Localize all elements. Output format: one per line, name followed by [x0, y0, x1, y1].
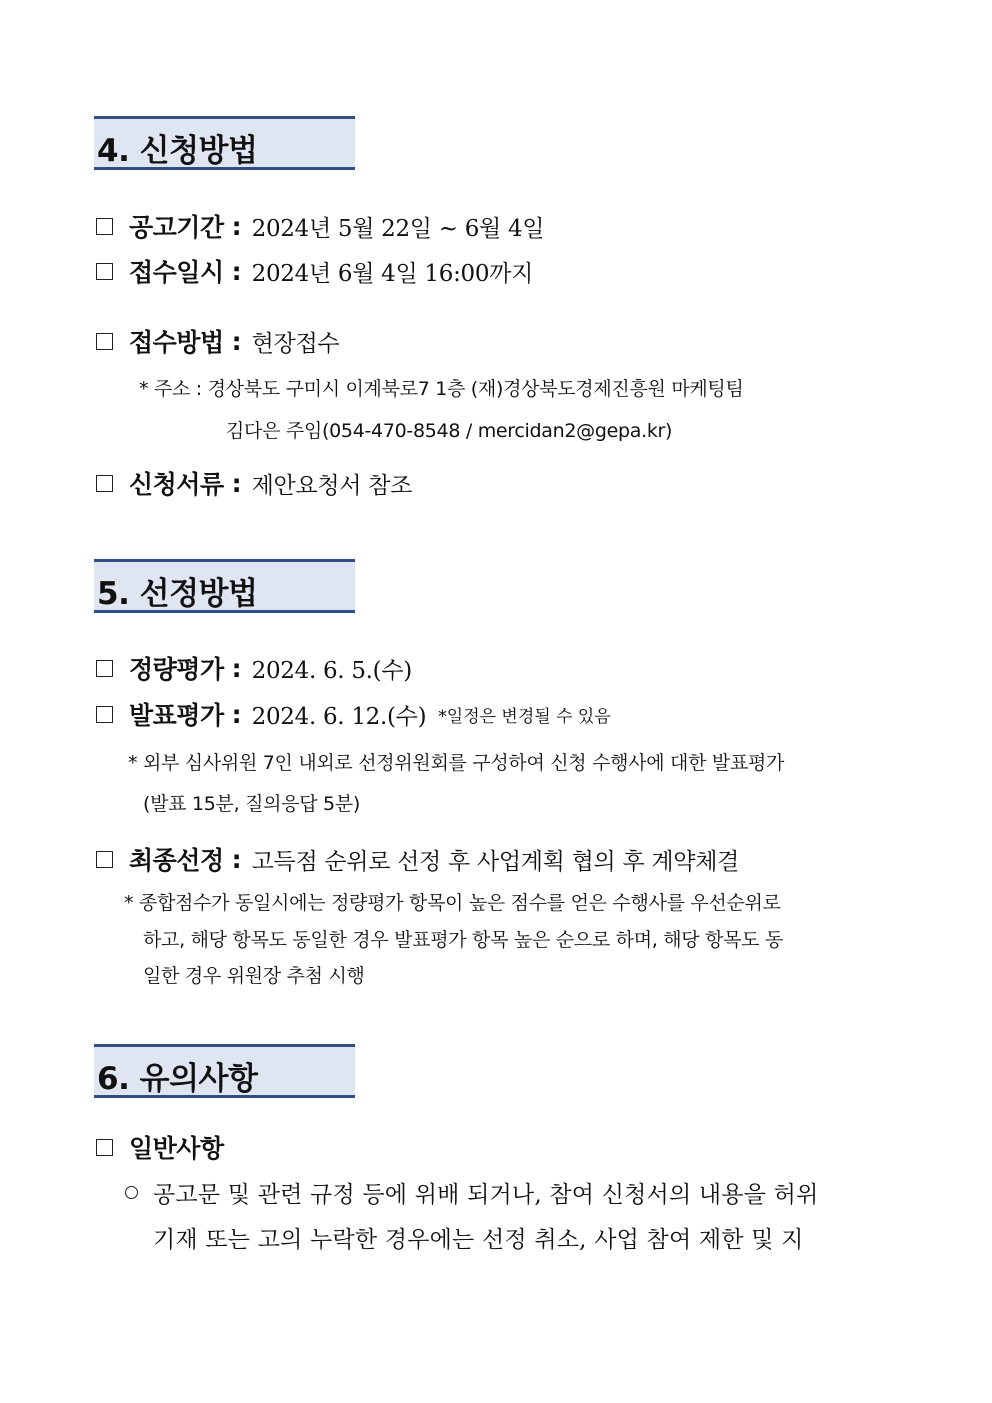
item-announcement-period: [96, 209, 544, 243]
checkbox-icon: [96, 333, 113, 350]
checkbox-icon: [96, 263, 113, 280]
section-header-5: [94, 559, 355, 613]
item-quantitative-evaluation: [96, 651, 412, 685]
item-label: 발표평가: [129, 701, 224, 730]
item-label: 정량평가: [129, 655, 224, 684]
item-value: 2024. 6. 5.(수): [251, 657, 412, 684]
bullet-text-line-2: 기재 또는 고의 누락한 경우에는 선정 취소, 사업 참여 제한 및 지: [153, 1227, 804, 1253]
item-label: 신청서류: [129, 470, 224, 499]
item-value: 고득점 순위로 선정 후 사업계획 협의 후 계약체결: [251, 848, 740, 875]
item-colon: :: [231, 844, 242, 874]
item-colon: :: [231, 699, 242, 729]
item-colon: :: [231, 256, 242, 286]
address-line-1: * 주소 : 경상북도 구미시 이계북로7 1층 (재)경상북도경제진흥원 마케팅팀: [139, 378, 744, 400]
item-label: 공고기간: [129, 213, 224, 242]
address-line-2: 김다은 주임(054-470-8548 / mercidan2@gepa.kr): [226, 420, 673, 442]
checkbox-icon: [96, 660, 113, 677]
item-label: 접수일시: [129, 258, 224, 287]
checkbox-icon: [96, 218, 113, 235]
section-header-6: [94, 1044, 355, 1098]
item-value: 2024년 5월 22일 ~ 6월 4일: [251, 215, 545, 242]
final-note-line-1: * 종합점수가 동일시에는 정량평가 항목이 높은 점수를 얻은 수행사를 우선순위로: [124, 892, 781, 914]
item-value: 2024. 6. 12.(수): [251, 703, 427, 730]
item-colon: :: [231, 211, 242, 241]
item-colon: :: [231, 326, 242, 356]
presentation-note-line-1: * 외부 심사위원 7인 내외로 선정위원회를 구성하여 신청 수행사에 대한 발표평가: [128, 752, 785, 774]
section-title: 5. 선정방법: [97, 576, 258, 612]
item-value: 현장접수: [251, 330, 340, 357]
item-application-documents: [96, 466, 412, 500]
checkbox-icon: [96, 475, 113, 492]
item-value: 제안요청서 참조: [251, 472, 413, 499]
item-presentation-evaluation: [96, 697, 611, 731]
checkbox-icon: [96, 1139, 113, 1156]
final-note-line-3: 일한 경우 위원장 추첨 시행: [143, 965, 365, 987]
section-title: 4. 신청방법: [97, 133, 258, 169]
item-label: 접수방법: [129, 328, 224, 357]
item-value: 2024년 6월 4일 16:00까지: [251, 260, 534, 287]
section-header-4: [94, 116, 355, 170]
item-submission-deadline: [96, 254, 533, 288]
item-general-matters: [96, 1130, 224, 1164]
schedule-note: *일정은 변경될 수 있음: [438, 706, 611, 727]
item-final-selection: [96, 842, 739, 876]
item-submission-method: [96, 324, 339, 358]
item-colon: :: [231, 468, 242, 498]
item-colon: :: [231, 653, 242, 683]
section-title: 6. 유의사항: [97, 1061, 258, 1097]
final-note-line-2: 하고, 해당 항목도 동일한 경우 발표평가 항목 높은 순으로 하며, 해당 항목도 동: [143, 929, 784, 951]
checkbox-icon: [96, 851, 113, 868]
bullet-text-line-1: 공고문 및 관련 규정 등에 위배 되거나, 참여 신청서의 내용을 허위: [153, 1182, 819, 1208]
checkbox-icon: [96, 706, 113, 723]
presentation-note-line-2: (발표 15분, 질의응답 5분): [143, 793, 360, 815]
item-label: 최종선정: [129, 846, 224, 875]
bullet-circle-icon: [125, 1186, 138, 1199]
item-label: 일반사항: [129, 1134, 224, 1163]
